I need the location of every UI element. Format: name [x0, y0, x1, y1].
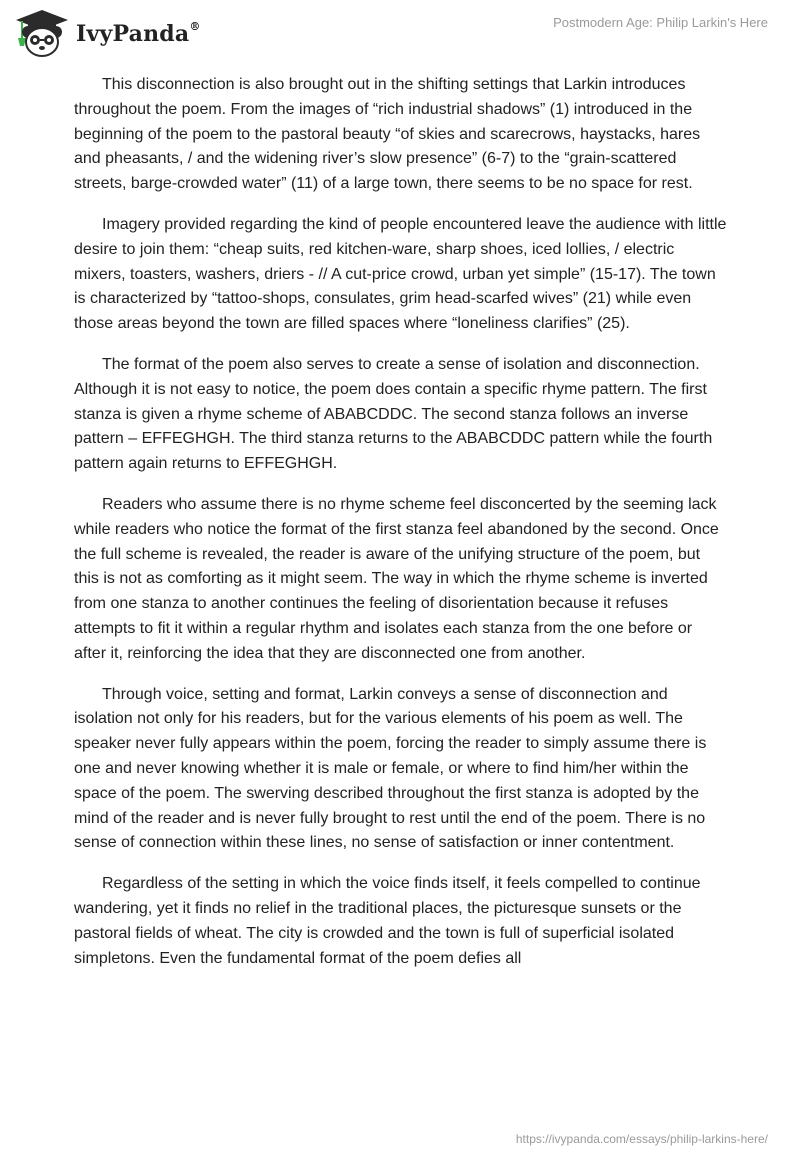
paragraph: Imagery provided regarding the kind of people encountered leave the audience with little desire to join them: “cheap suits, red kitchen-ware, sharp shoes, iced lollies, / electric mixers, toasters, washers, driers - // A cut-price crowd, urban yet simple” (15-17). The town is characterized by “tattoo-shops, consulates, grim head-scarfed wives” (21) while even those areas beyond the town are filled spaces where “loneliness clarifies” (25).: [74, 215, 727, 333]
paragraph: Through voice, setting and format, Larkin conveys a sense of disconnection and isolation not only for his readers, but for the various elements of his poem as well. The speaker never fully appears within the poem, forcing the reader to simply assume there is one and never knowing whether it is male or female, or where to find him/her within the space of the poem. The swerving described throughout the first stanza is adopted by the mind of the reader and is never fully brought to rest until the end of the poem. There is no sense of connection within these lines, no sense of satisfaction or inner contentment.: [74, 685, 707, 852]
panda-graduate-icon: [14, 8, 70, 58]
brand-name: IvyPanda®: [76, 19, 201, 47]
paragraph: Regardless of the setting in which the voice finds itself, it feels compelled to continue wandering, yet it finds no relief in the traditional places, the picturesque sunsets or the pastoral fields of wheat. The city is crowded and the town is full of superficial isolated simpletons. Even the fundamental format of the poem defies all: [74, 875, 701, 967]
essay-body: [74, 73, 728, 987]
paragraph: This disconnection is also brought out in the shifting settings that Larkin introduces throughout the poem. From the images of “rich industrial shadows” (1) introduced in the beginning of the poem to the pastoral beauty “of skies and scarecrows, haystacks, hares and pheasants, / and the widening river’s slow presence” (6-7) to the “grain-scattered streets, barge-crowded water” (11) of a large town, there seems to be no space for rest.: [74, 76, 701, 193]
page-header: [0, 0, 800, 62]
document-title: Postmodern Age: Philip Larkin's Here: [553, 15, 768, 30]
paragraph: The format of the poem also serves to create a sense of isolation and disconnection. Although it is not easy to notice, the poem does contain a specific rhyme pattern. The first stanza is given a rhyme scheme of ABABCDDC. The second stanza follows an inverse pattern – EFFEGHGH. The third stanza returns to the ABABCDDC pattern while the fourth pattern again returns to EFFEGHGH.: [74, 355, 713, 473]
paragraph: Readers who assume there is no rhyme scheme feel disconcerted by the seeming lack while readers who notice the format of the first stanza feel abandoned by the second. Once the full scheme is revealed, the reader is aware of the unifying structure of the poem, but this is not as comforting as it might seem. The way in which the rhyme scheme is inverted from one stanza to another continues the feeling of disorientation because it refuses attempts to fit it within a regular rhythm and isolates each stanza from the one before or after it, reinforcing the idea that they are disconnected one from another.: [74, 495, 719, 662]
brand-logo[interactable]: [14, 8, 201, 58]
source-url[interactable]: https://ivypanda.com/essays/philip-larkins-here/: [515, 1132, 768, 1146]
